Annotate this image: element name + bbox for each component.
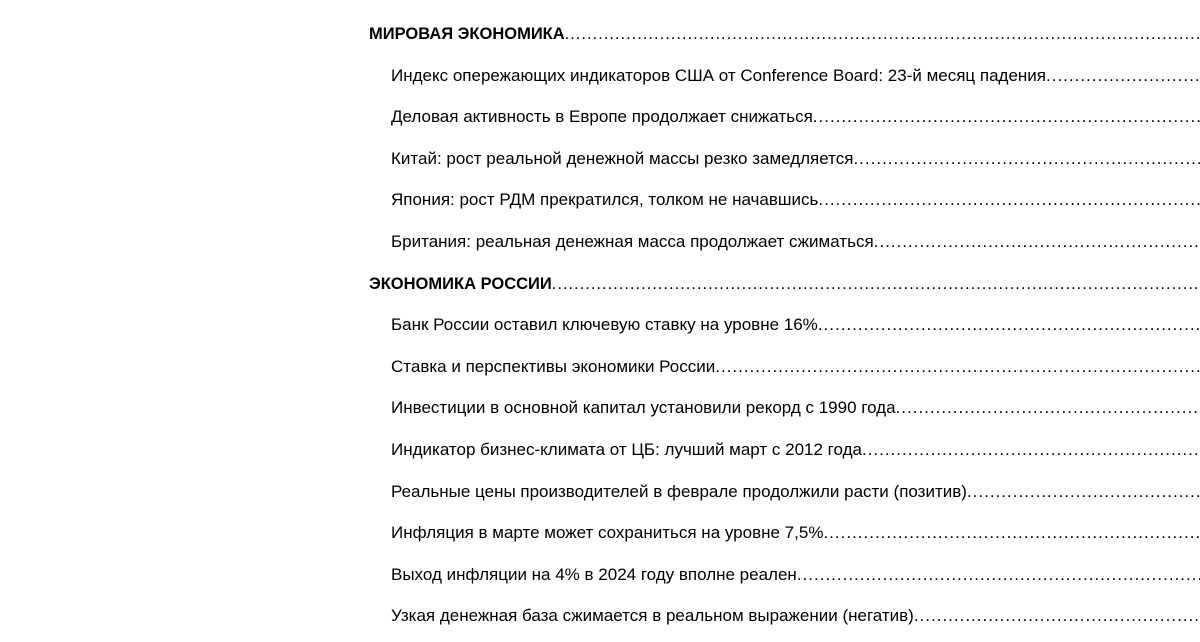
toc-leader-dots: [896, 394, 1200, 422]
toc-section-title: ЭКОНОМИКА РОССИИ: [369, 274, 552, 293]
toc-section-heading[interactable]: [369, 20, 1200, 62]
toc-entry-title: Британия: реальная денежная масса продолжает сжиматься: [391, 231, 874, 251]
toc-leader-dots: [862, 436, 1200, 464]
toc-entry[interactable]: [369, 145, 1200, 187]
toc-leader-dots: [853, 145, 1200, 173]
toc-entry[interactable]: [369, 228, 1200, 270]
toc-entry[interactable]: [369, 62, 1200, 104]
toc-entry[interactable]: [369, 353, 1200, 395]
toc-entry[interactable]: [369, 186, 1200, 228]
toc-entry-title: Индекс опережающих индикаторов США от Conference Board: 23-й месяц падения: [391, 65, 1047, 85]
toc-leader-dots: [813, 103, 1200, 131]
toc-leader-dots: [967, 478, 1200, 506]
toc-leader-dots: [1046, 62, 1200, 90]
toc-entry[interactable]: [369, 436, 1200, 478]
toc-entry-title: Банк России оставил ключевую ставку на уровне 16%: [391, 315, 818, 335]
toc-entry-title: Индикатор бизнес-климата от ЦБ: лучший март с 2012 года: [391, 439, 862, 459]
toc-leader-dots: [552, 270, 1200, 298]
toc-leader-dots: [914, 602, 1200, 630]
toc-leader-dots: [565, 20, 1200, 48]
table-of-contents: [369, 20, 1200, 642]
toc-entry-title: Деловая активность в Европе продолжает снижаться: [391, 107, 813, 127]
toc-entry[interactable]: [369, 311, 1200, 353]
toc-section-title: МИРОВАЯ ЭКОНОМИКА: [369, 25, 565, 43]
toc-leader-dots: [797, 561, 1200, 589]
toc-leader-dots: [715, 353, 1200, 381]
toc-entry[interactable]: [369, 103, 1200, 145]
toc-entry[interactable]: [369, 478, 1200, 520]
toc-entry-title: Япония: рост РДМ прекратился, толком не начавшись: [391, 190, 819, 210]
toc-entry-title: Инвестиции в основной капитал установили рекорд с 1990 года: [391, 398, 896, 418]
toc-entry[interactable]: [369, 519, 1200, 561]
toc-entry-title: Узкая денежная база сжимается в реальном выражении (негатив): [391, 606, 914, 626]
toc-leader-dots: [818, 311, 1200, 339]
toc-section-heading[interactable]: [369, 270, 1200, 312]
toc-entry[interactable]: [369, 394, 1200, 436]
toc-leader-dots: [823, 519, 1200, 547]
toc-entry-title: Реальные цены производителей в феврале продолжили расти (позитив): [391, 481, 967, 501]
toc-entry-title: Ставка и перспективы экономики России: [391, 356, 716, 376]
toc-entry-title: Инфляция в марте может сохраниться на уровне 7,5%: [391, 523, 824, 543]
toc-entry-title: Китай: рост реальной денежной массы резко замедляется: [391, 148, 854, 168]
toc-entry[interactable]: [369, 602, 1200, 642]
toc-entry-title: Выход инфляции на 4% в 2024 году вполне реален: [391, 564, 797, 584]
toc-entry[interactable]: [369, 561, 1200, 603]
toc-leader-dots: [818, 186, 1200, 214]
toc-leader-dots: [874, 228, 1200, 256]
